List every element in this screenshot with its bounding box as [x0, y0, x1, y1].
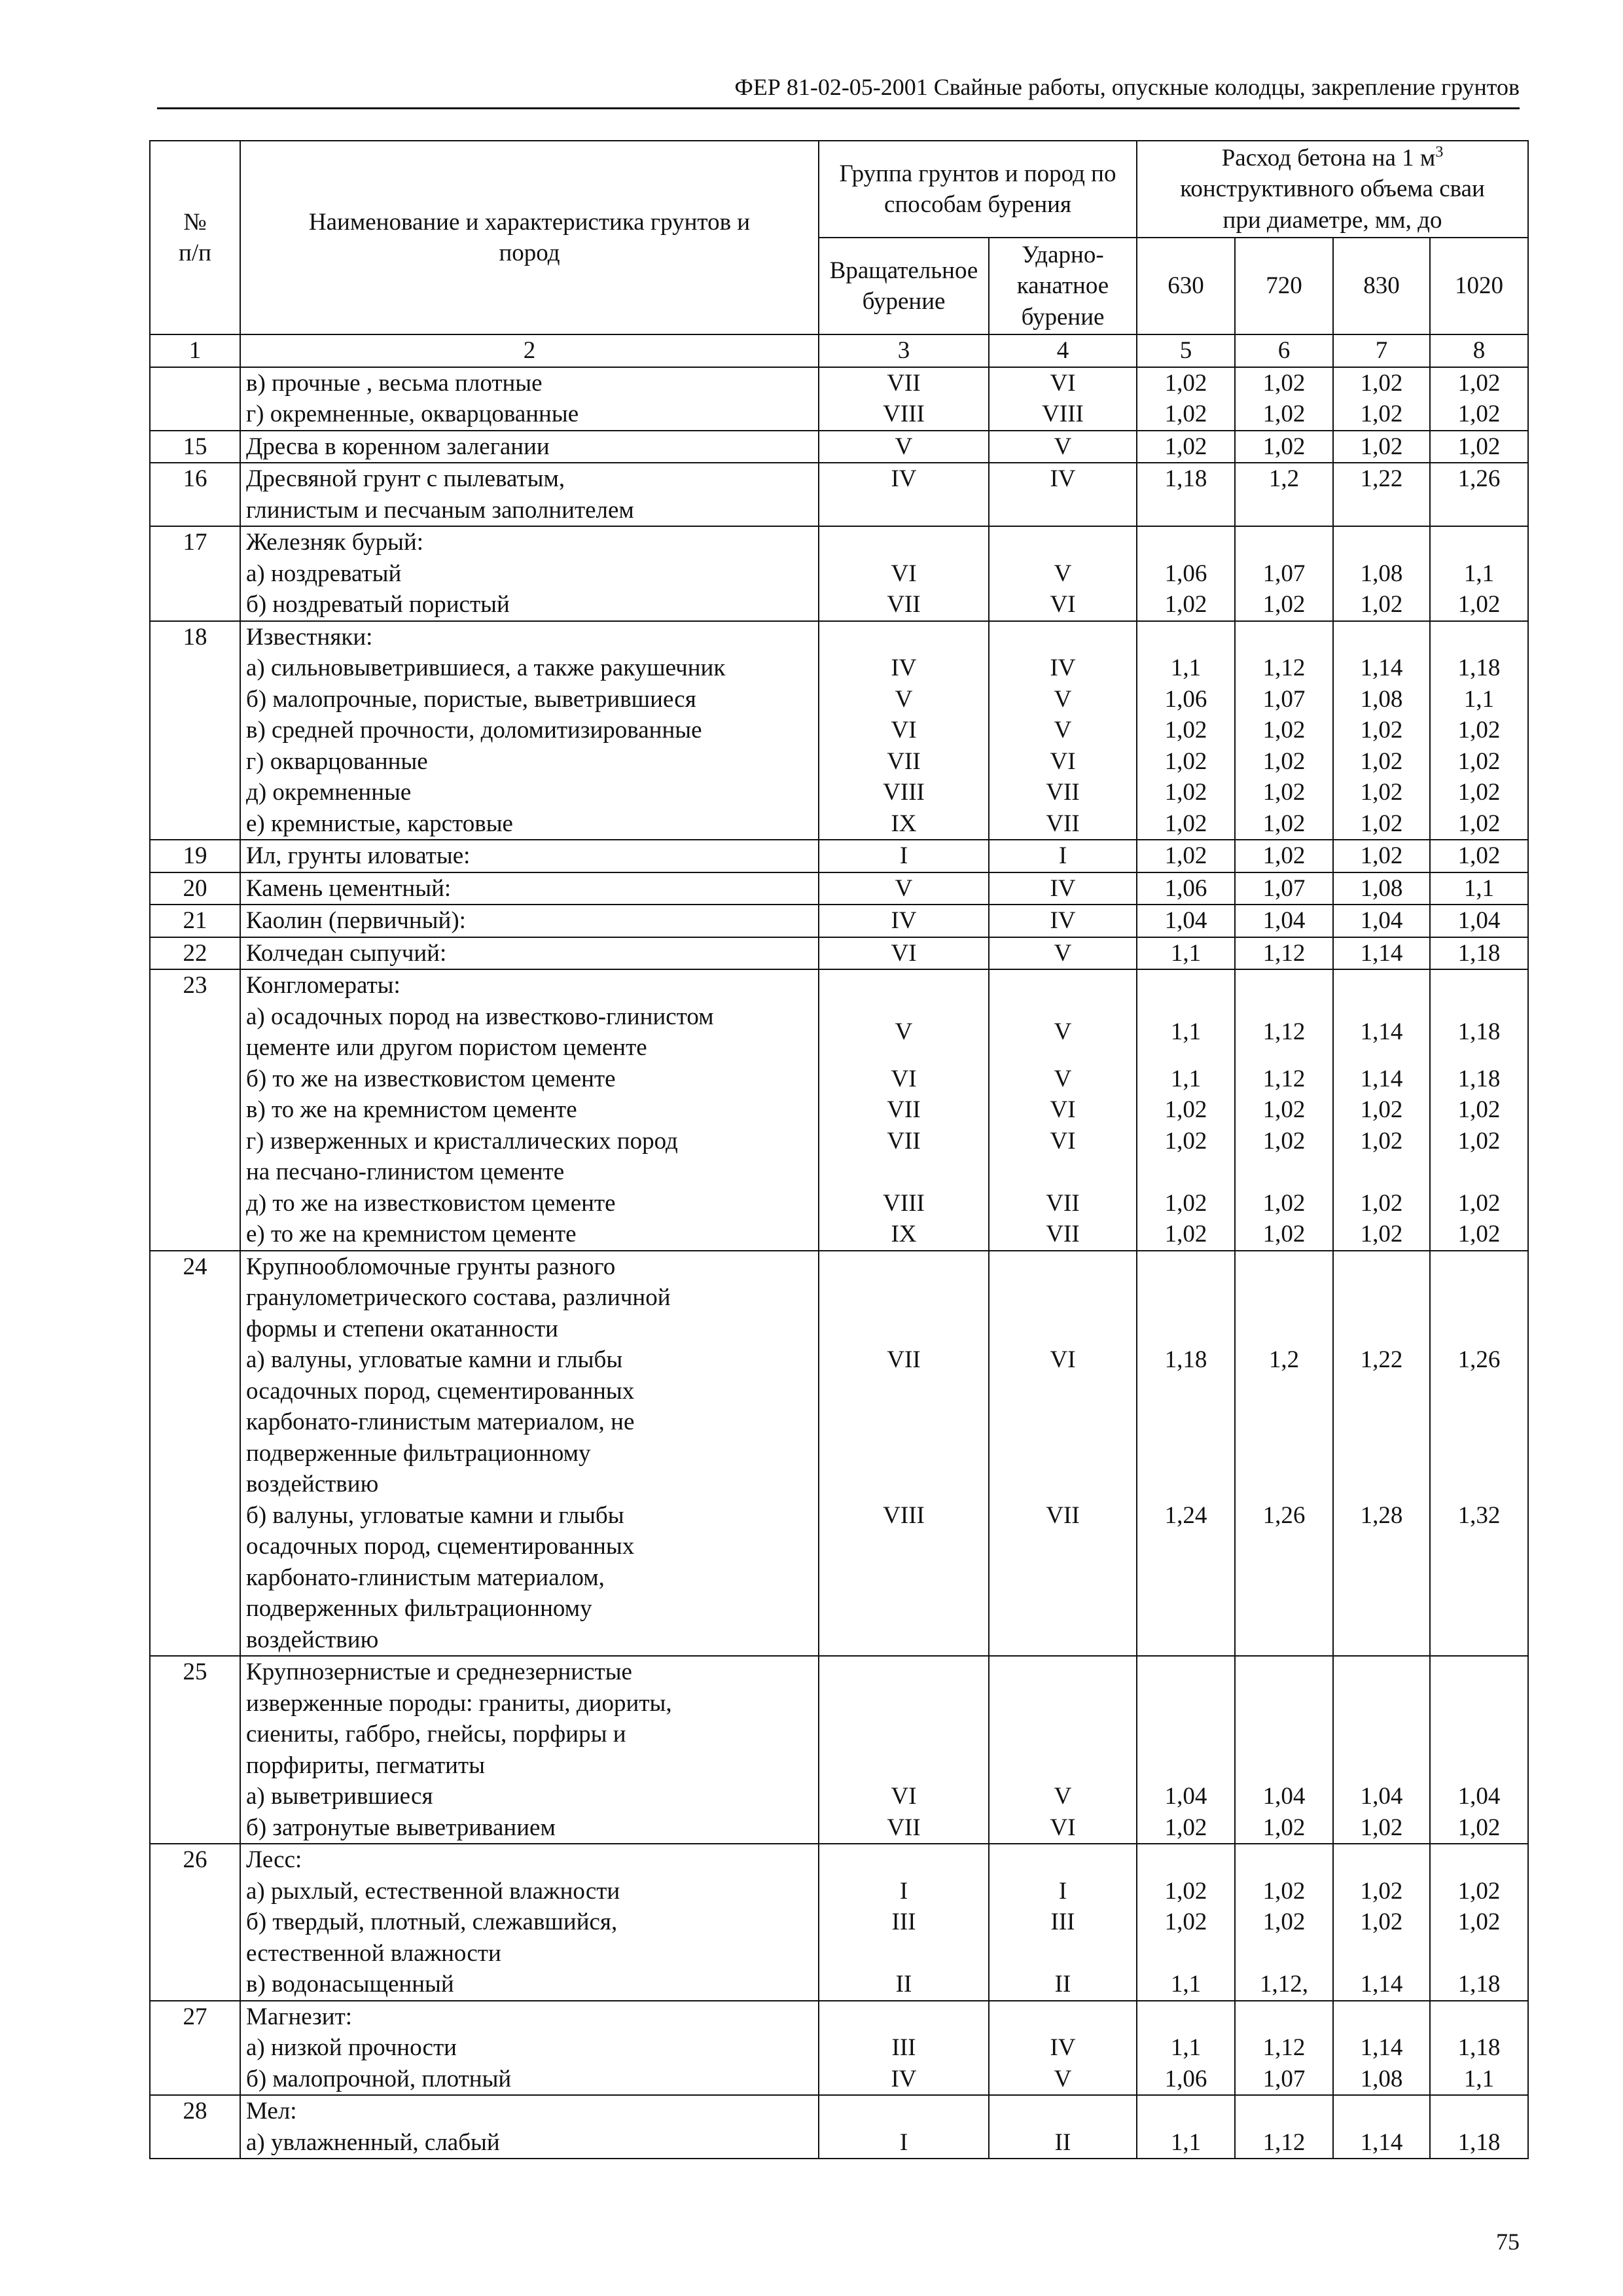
consumption-1020: 1,18 1,1 — [1430, 2001, 1528, 2096]
table-row — [150, 367, 1528, 431]
header-rotary: Вращательное бурение — [819, 238, 989, 334]
consumption-630: 1,1 — [1137, 937, 1235, 970]
rotary-group: VI VII — [819, 1656, 989, 1844]
running-header: ФЕР 81-02-05-2001 Свайные работы, опускные колодцы, закрепление грунтов — [157, 71, 1520, 109]
consumption-1020: 1,1 1,02 — [1430, 526, 1528, 621]
row-number — [150, 367, 240, 431]
soil-name: Колчедан сыпучий: — [240, 937, 819, 970]
soil-name: Ил, грунты иловатые: — [240, 840, 819, 872]
consumption-720: 1,04 1,02 — [1235, 1656, 1333, 1844]
consumption-720: 1,12 — [1235, 937, 1333, 970]
consumption-830: 1,14 — [1333, 2095, 1430, 2159]
consumption-630: 1,04 1,02 — [1137, 1656, 1235, 1844]
rotary-group: I — [819, 840, 989, 872]
consumption-830: 1,02 1,02 — [1333, 367, 1430, 431]
percussion-group: II — [989, 2095, 1137, 2159]
consumption-630: 1,1 1,1 1,02 1,02 1,02 1,02 — [1137, 969, 1235, 1251]
soil-name: Магнезит: а) низкой прочности б) малопрочной, плотный — [240, 2001, 819, 2096]
header-d830: 830 — [1333, 238, 1430, 334]
consumption-830: 1,08 1,02 — [1333, 526, 1430, 621]
soil-table — [149, 140, 1529, 2159]
header-num: № п/п — [150, 141, 240, 334]
percussion-group: IV — [989, 872, 1137, 905]
consumption-630: 1,18 — [1137, 463, 1235, 526]
row-number: 15 — [150, 431, 240, 463]
consumption-630: 1,18 1,24 — [1137, 1251, 1235, 1657]
row-number: 23 — [150, 969, 240, 1251]
consumption-630: 1,1 1,06 — [1137, 2001, 1235, 2096]
consumption-830: 1,02 — [1333, 840, 1430, 872]
soil-name: в) прочные , весьма плотные г) окремненные, окварцованные — [240, 367, 819, 431]
consumption-720: 1,12 1,12 1,02 1,02 1,02 1,02 — [1235, 969, 1333, 1251]
consumption-1020: 1,02 — [1430, 840, 1528, 872]
rotary-group: V — [819, 431, 989, 463]
rotary-group: I III II — [819, 1844, 989, 2001]
consumption-title: Расход бетона на 1 $м^3$ — [1221, 143, 1444, 171]
consumption-1020: 1,18 1,1 1,02 1,02 1,02 1,02 — [1430, 621, 1528, 840]
consumption-830: 1,04 1,02 — [1333, 1656, 1430, 1844]
consumption-1020: 1,18 — [1430, 2095, 1528, 2159]
row-number: 24 — [150, 1251, 240, 1657]
consumption-830: 1,14 1,14 1,02 1,02 1,02 1,02 — [1333, 969, 1430, 1251]
table-row — [150, 969, 1528, 1251]
consumption-1020: 1,18 — [1430, 937, 1528, 970]
rotary-group: I — [819, 2095, 989, 2159]
rotary-group: IV — [819, 905, 989, 937]
row-number: 25 — [150, 1656, 240, 1844]
header-name: Наименование и характеристика грунтов и пород — [240, 141, 819, 334]
consumption-630: 1,06 — [1137, 872, 1235, 905]
consumption-630: 1,1 — [1137, 2095, 1235, 2159]
consumption-830: 1,14 1,08 — [1333, 2001, 1430, 2096]
table-row — [150, 621, 1528, 840]
header-d630: 630 — [1137, 238, 1235, 334]
table-row — [150, 2001, 1528, 2096]
rotary-group: VI — [819, 937, 989, 970]
table-row — [150, 1656, 1528, 1844]
consumption-830: 1,02 — [1333, 431, 1430, 463]
consumption-1020: 1,04 1,02 — [1430, 1656, 1528, 1844]
percussion-group: I III II — [989, 1844, 1137, 2001]
table-row — [150, 431, 1528, 463]
row-number: 28 — [150, 2095, 240, 2159]
consumption-1020: 1,18 1,18 1,02 1,02 1,02 1,02 — [1430, 969, 1528, 1251]
percussion-group: V — [989, 431, 1137, 463]
table-row — [150, 463, 1528, 526]
rotary-group: VII VIII — [819, 367, 989, 431]
consumption-720: 1,02 — [1235, 431, 1333, 463]
consumption-630: 1,1 1,06 1,02 1,02 1,02 1,02 — [1137, 621, 1235, 840]
soil-name: Каолин (первичный): — [240, 905, 819, 937]
consumption-630: 1,02 1,02 1,1 — [1137, 1844, 1235, 2001]
consumption-830: 1,08 — [1333, 872, 1430, 905]
percussion-group: IV — [989, 905, 1137, 937]
consumption-1020: 1,26 1,32 — [1430, 1251, 1528, 1657]
consumption-830: 1,14 1,08 1,02 1,02 1,02 1,02 — [1333, 621, 1430, 840]
rotary-group: V VI VII VII VIII IX — [819, 969, 989, 1251]
soil-name: Крупнообломочные грунты разного гранулометрического состава, различной формы и степени окатанности а) валуны, угловатые камни и глыбы осадочных пород, сцементированных карбонато-глинистым материалом, не подверженные фильтрационному воздействию б) валуны, угловатые камни и глыбы осадочных пород, сцементированных карбонато-глинистым материалом, подверженных фильтрационному воздействию — [240, 1251, 819, 1657]
table-row — [150, 872, 1528, 905]
consumption-720: 1,2 — [1235, 463, 1333, 526]
percussion-group: I — [989, 840, 1137, 872]
table-row — [150, 1844, 1528, 2001]
consumption-630: 1,04 — [1137, 905, 1235, 937]
table-header — [150, 141, 1528, 367]
consumption-720: 1,07 1,02 — [1235, 526, 1333, 621]
rotary-group: III IV — [819, 2001, 989, 2096]
consumption-630: 1,06 1,02 — [1137, 526, 1235, 621]
table-row — [150, 2095, 1528, 2159]
consumption-830: 1,04 — [1333, 905, 1430, 937]
header-d1020: 1020 — [1430, 238, 1528, 334]
percussion-group: VI VII — [989, 1251, 1137, 1657]
consumption-630: 1,02 1,02 — [1137, 367, 1235, 431]
row-number: 22 — [150, 937, 240, 970]
table-row — [150, 937, 1528, 970]
header-d720: 720 — [1235, 238, 1333, 334]
percussion-group: IV V — [989, 2001, 1137, 2096]
soil-name: Железняк бурый: а) ноздреватый б) ноздреватый пористый — [240, 526, 819, 621]
row-number: 26 — [150, 1844, 240, 2001]
table-row — [150, 905, 1528, 937]
row-number: 20 — [150, 872, 240, 905]
soil-name: Дресва в коренном залегании — [240, 431, 819, 463]
row-number: 21 — [150, 905, 240, 937]
header-percussion: Ударно- канатное бурение — [989, 238, 1137, 334]
rotary-group: VI VII — [819, 526, 989, 621]
consumption-720: 1,12 1,07 — [1235, 2001, 1333, 2096]
soil-name: Крупнозернистые и среднезернистые изверженные породы: граниты, диориты, сиениты, габбро, гнейсы, порфиры и порфириты, пегматиты а) выветрившиеся б) затронутые выветриванием — [240, 1656, 819, 1844]
row-number: 19 — [150, 840, 240, 872]
consumption-720: 1,02 1,02 1,12, — [1235, 1844, 1333, 2001]
consumption-1020: 1,1 — [1430, 872, 1528, 905]
rotary-group: IV V VI VII VIII IX — [819, 621, 989, 840]
soil-name: Мел: а) увлажненный, слабый — [240, 2095, 819, 2159]
soil-name: Лесс: а) рыхлый, естественной влажности б) твердый, плотный, слежавшийся, естественной влажности в) водонасыщенный — [240, 1844, 819, 2001]
consumption-720: 1,2 1,26 — [1235, 1251, 1333, 1657]
rotary-group: IV — [819, 463, 989, 526]
percussion-group: V VI — [989, 526, 1137, 621]
consumption-1020: 1,02 — [1430, 431, 1528, 463]
consumption-720: 1,02 — [1235, 840, 1333, 872]
consumption-720: 1,12 1,07 1,02 1,02 1,02 1,02 — [1235, 621, 1333, 840]
percussion-group: V — [989, 937, 1137, 970]
soil-name: Дресвяной грунт с пылеватым, глинистым и песчаным заполнителем — [240, 463, 819, 526]
page-number: 75 — [1496, 2229, 1520, 2255]
column-number-row: 1 2 3 4 5 6 7 8 — [150, 334, 1528, 367]
rotary-group: VII VIII — [819, 1251, 989, 1657]
table-body — [150, 367, 1528, 2159]
consumption-630: 1,02 — [1137, 840, 1235, 872]
consumption-1020: 1,02 1,02 1,18 — [1430, 1844, 1528, 2001]
header-group: Группа грунтов и пород по способам бурения — [819, 141, 1137, 238]
consumption-1020: 1,26 — [1430, 463, 1528, 526]
rotary-group: V — [819, 872, 989, 905]
percussion-group: V VI — [989, 1656, 1137, 1844]
percussion-group: VI VIII — [989, 367, 1137, 431]
row-number: 27 — [150, 2001, 240, 2096]
consumption-830: 1,14 — [1333, 937, 1430, 970]
consumption-720: 1,12 — [1235, 2095, 1333, 2159]
consumption-720: 1,04 — [1235, 905, 1333, 937]
table-row — [150, 1251, 1528, 1657]
consumption-1020: 1,02 1,02 — [1430, 367, 1528, 431]
consumption-720: 1,07 — [1235, 872, 1333, 905]
consumption-1020: 1,04 — [1430, 905, 1528, 937]
soil-name: Известняки: а) сильновыветрившиеся, а также ракушечник б) малопрочные, пористые, выветрившиеся в) средней прочности, доломитизированные г) окварцованные д) окремненные е) кремнистые, карстовые — [240, 621, 819, 840]
table-row — [150, 526, 1528, 621]
header-consumption: Расход бетона на 1 $м^3$ конструктивного объема сваи при диаметре, мм, до — [1137, 141, 1528, 238]
percussion-group: V V VI VI VII VII — [989, 969, 1137, 1251]
soil-name: Камень цементный: — [240, 872, 819, 905]
percussion-group: IV V V VI VII VII — [989, 621, 1137, 840]
row-number: 17 — [150, 526, 240, 621]
table-row — [150, 840, 1528, 872]
row-number: 18 — [150, 621, 240, 840]
percussion-group: IV — [989, 463, 1137, 526]
consumption-830: 1,22 — [1333, 463, 1430, 526]
consumption-720: 1,02 1,02 — [1235, 367, 1333, 431]
soil-name: Конгломераты: а) осадочных пород на известково-глинистом цементе или другом пористом цементе б) то же на известковистом цементе в) то же на кремнистом цементе г) изверженных и кристаллических пород на песчано-глинистом цементе д) то же на известковистом цементе е) то же на кремнистом цементе — [240, 969, 819, 1251]
consumption-830: 1,02 1,02 1,14 — [1333, 1844, 1430, 2001]
consumption-830: 1,22 1,28 — [1333, 1251, 1430, 1657]
row-number: 16 — [150, 463, 240, 526]
consumption-630: 1,02 — [1137, 431, 1235, 463]
